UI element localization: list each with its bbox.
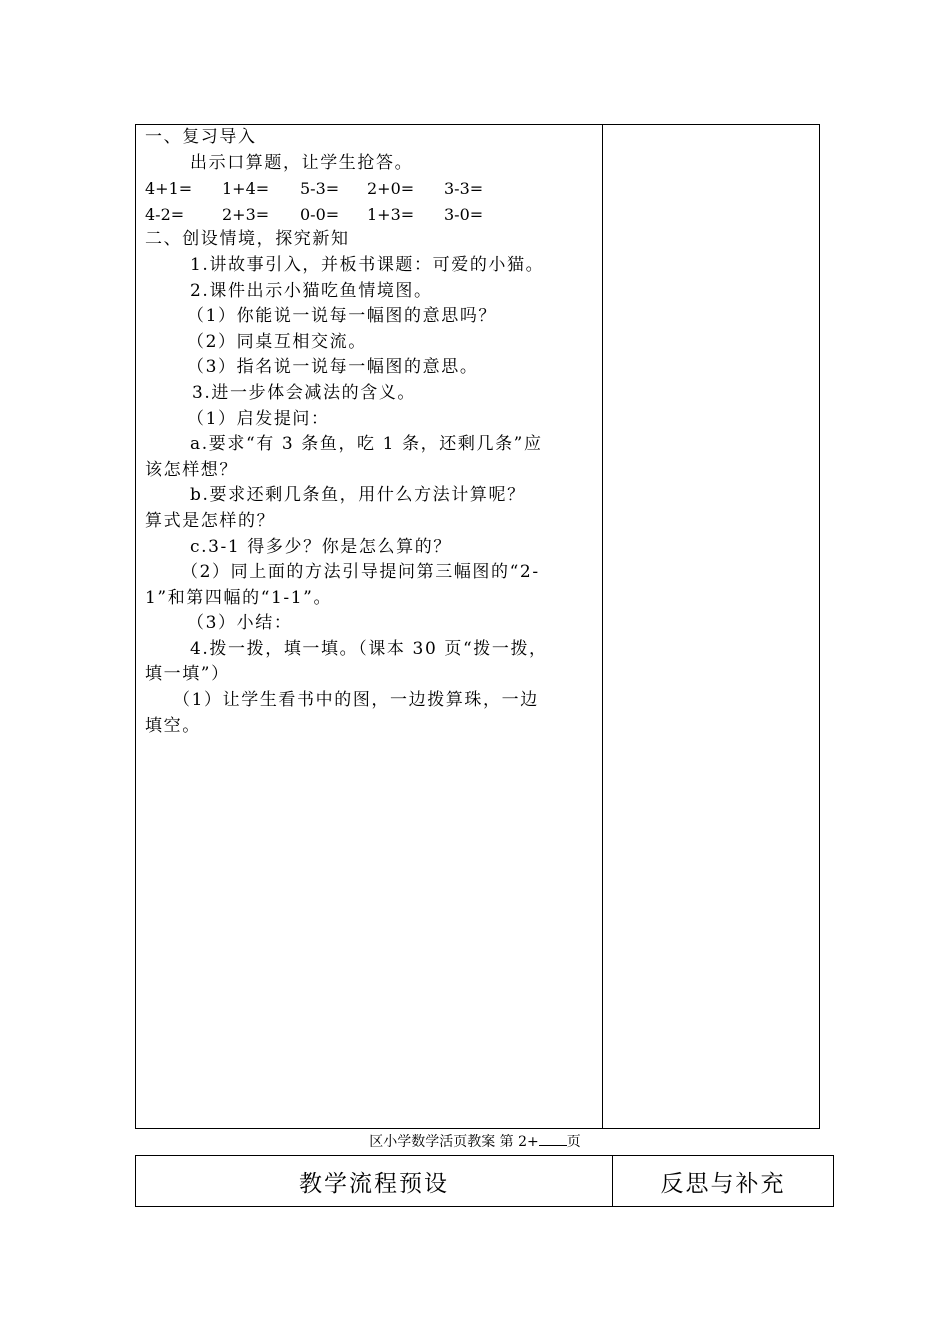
equation: 4+1= [145, 179, 193, 199]
section-heading-explore: 二、创设情境，探究新知 [145, 229, 350, 250]
equation: 0-0= [300, 204, 340, 224]
paragraph: 出示口算题，让学生抢答。 [190, 152, 414, 173]
equation: 2+3= [222, 204, 270, 224]
equation: 1+3= [367, 204, 415, 224]
paragraph: （1）启发提问： [187, 408, 330, 429]
equation: 2+0= [367, 179, 415, 199]
page-footer [0, 1131, 950, 1152]
equation: 4-2= [145, 204, 185, 224]
paragraph: 算式是怎样的？ [145, 510, 276, 531]
equation: 3-0= [444, 204, 484, 224]
header-reflection: 反思与补充 [660, 1170, 786, 1197]
paragraph: b.要求还剩几条鱼，用什么方法计算呢？ [190, 485, 526, 506]
section-heading-review: 一、复习导入 [145, 127, 257, 147]
paragraph: （1）你能说一说每一幅图的意思吗？ [187, 306, 498, 327]
page-number-blank [539, 1131, 567, 1146]
header-teaching-process: 教学流程预设 [136, 1156, 613, 1206]
equation-row-1 [145, 176, 598, 202]
paragraph: （2）同上面的方法引导提问第三幅图的“2- [181, 562, 540, 583]
paragraph: 3.进一步体会减法的含义。 [192, 382, 417, 403]
equation: 3-3= [444, 179, 484, 199]
paragraph: 4.拨一拨，填一填。（课本 30 页“拨一拨， [190, 638, 548, 659]
paragraph: （3）小结： [187, 613, 293, 634]
paragraph: 2.课件出示小猫吃鱼情境图。 [190, 280, 433, 301]
footer-suffix: 页 [566, 1134, 581, 1150]
lesson-header-table [135, 1155, 834, 1207]
paragraph: c.3-1 得多少？你是怎么算的？ [190, 536, 452, 557]
lesson-content-cell [136, 125, 603, 1128]
paragraph: a.要求“有 3 条鱼，吃 1 条，还剩几条”应 [190, 434, 543, 455]
paragraph: 填一填”） [145, 664, 230, 685]
paragraph: （2）同桌互相交流。 [187, 331, 367, 352]
paragraph: 填空。 [145, 715, 201, 736]
paragraph: 1.讲故事引入，并板书课题：可爱的小猫。 [190, 254, 545, 275]
equation: 5-3= [300, 179, 340, 199]
equation-row-2 [145, 202, 598, 228]
paragraph: （1）让学生看书中的图，一边拨算珠，一边 [173, 690, 539, 711]
footer-prefix: 区小学数学活页教案 第 2+ [369, 1134, 539, 1150]
paragraph: 1”和第四幅的“1-1”。 [145, 587, 333, 608]
lesson-table [135, 124, 820, 1129]
equation: 1+4= [222, 179, 270, 199]
paragraph: 该怎样想？ [145, 459, 238, 480]
paragraph: （3）指名说一说每一幅图的意思。 [187, 357, 479, 378]
